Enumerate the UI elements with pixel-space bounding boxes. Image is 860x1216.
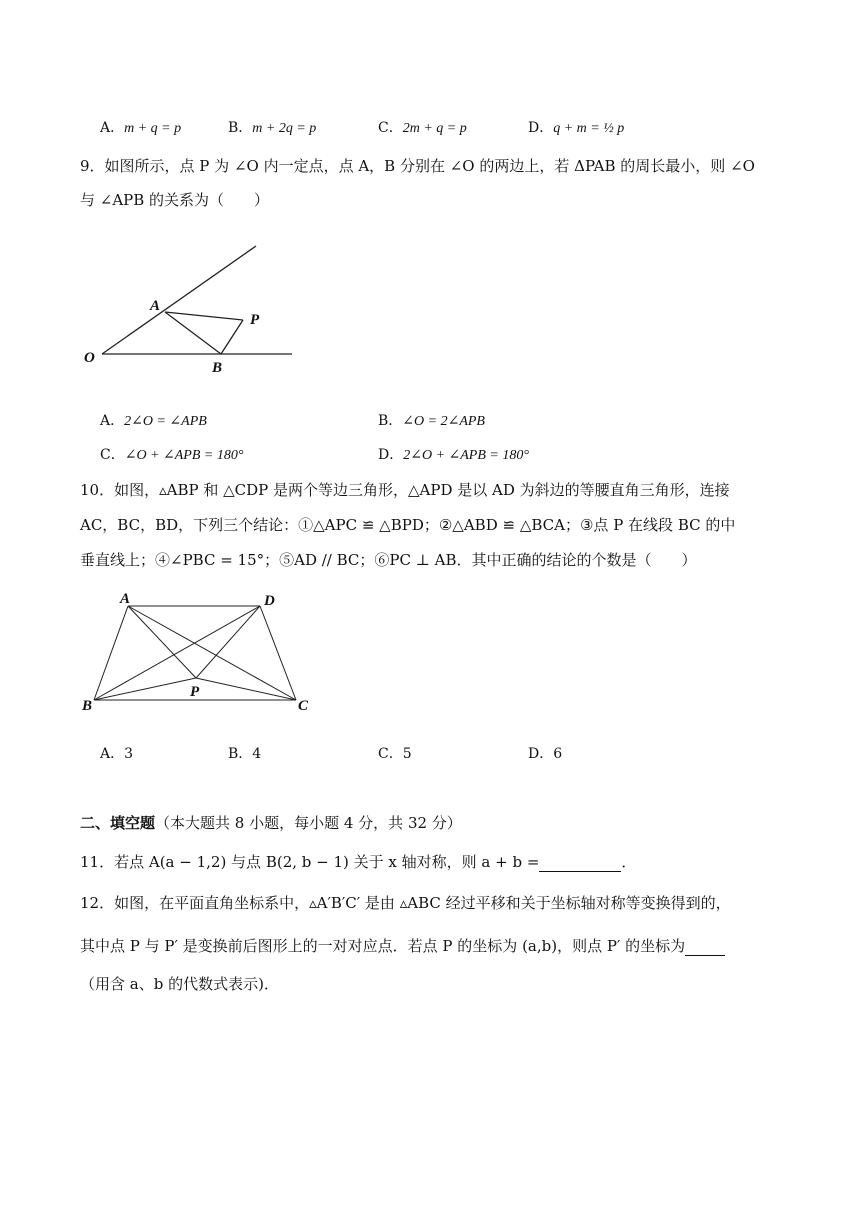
q9-stem-line1: 9．如图所示，点 P 为 ∠O 内一定点，点 A，B 分别在 ∠O 的两边上，若 ΔPAB 的周长最小，则 ∠O xyxy=(80,157,755,175)
q8-option-a: A．m + q = p xyxy=(100,120,182,136)
q12-line2-text: 其中点 P 与 P′ 是变换前后图形上的一对对应点．若点 P 的坐标为 (a,b)，则点 P′ 的坐标为 xyxy=(80,937,686,955)
section-heading xyxy=(80,812,462,833)
q10-label-b: B xyxy=(82,698,93,714)
q8-option-c: C．2m + q = p xyxy=(378,120,467,136)
q10-option-b: B．4 xyxy=(228,746,262,762)
q12-stem-line2 xyxy=(80,935,725,956)
q8-option-d: D．q + m = ½ p xyxy=(528,120,625,136)
q12-stem-line3: （用含 a、b 的代数式表示)． xyxy=(80,975,279,993)
q10-stem-line1: 10．如图，▵ABP 和 △CDP 是两个等边三角形，△APD 是以 AD 为斜边的等腰直角三角形，连接 xyxy=(80,481,730,499)
q12-stem-line1: 12．如图，在平面直角坐标系中，▵A′B′C′ 是由 ▵ABC 经过平移和关于坐标轴对称等变换得到的， xyxy=(80,894,731,912)
q9-stem-line2: 与 ∠APB 的关系为（ ） xyxy=(80,191,270,209)
q9-label-p: P xyxy=(250,312,260,328)
q10-label-c: C xyxy=(298,698,309,714)
q9-label-a: A xyxy=(150,298,161,314)
q10-label-a: A xyxy=(120,591,131,607)
q10-option-d: D．6 xyxy=(528,746,563,762)
q10-figure xyxy=(80,588,320,718)
q10-label-d: D xyxy=(264,593,275,609)
q10-option-a: A．3 xyxy=(100,746,134,762)
q8-option-b: B．m + 2q = p xyxy=(228,120,317,136)
q9-option-a: A．2∠O = ∠APB xyxy=(100,413,207,429)
q9-label-o: O xyxy=(84,350,95,366)
q12-answer-blank[interactable] xyxy=(685,937,725,956)
q9-option-b: B．∠O = 2∠APB xyxy=(378,413,485,429)
q11-answer-blank[interactable] xyxy=(539,853,621,872)
q11-stem: 11．若点 A(a − 1,2) 与点 B(2, b − 1) 关于 x 轴对称，则 a + b = ． xyxy=(80,853,637,871)
section-note: （本大题共 8 小题，每小题 4 分，共 32 分） xyxy=(155,814,462,832)
q10-label-p: P xyxy=(190,684,200,700)
q9-label-b: B xyxy=(212,360,223,376)
q10-stem-line2: AC，BC，BD，下列三个结论：①△APC ≌ △BPD；②△ABD ≌ △BCA；③点 P 在线段 BC 的中 xyxy=(80,516,736,534)
q9-option-d: D．2∠O + ∠APB = 180° xyxy=(378,447,529,463)
section-title: 二、填空题 xyxy=(80,814,156,832)
q9-option-c: C．∠O + ∠APB = 180° xyxy=(100,447,244,463)
q9-figure xyxy=(80,240,300,380)
q10-stem-line3: 垂直线上；④∠PBC = 15°；⑤AD // BC；⑥PC ⊥ AB．其中正确的结论的个数是（ ） xyxy=(80,551,697,569)
q11-text: 11．若点 A(a − 1,2) 与点 B(2, b − 1) 关于 x 轴对称，则 a + b = xyxy=(80,853,540,871)
q10-option-c: C．5 xyxy=(378,746,412,762)
